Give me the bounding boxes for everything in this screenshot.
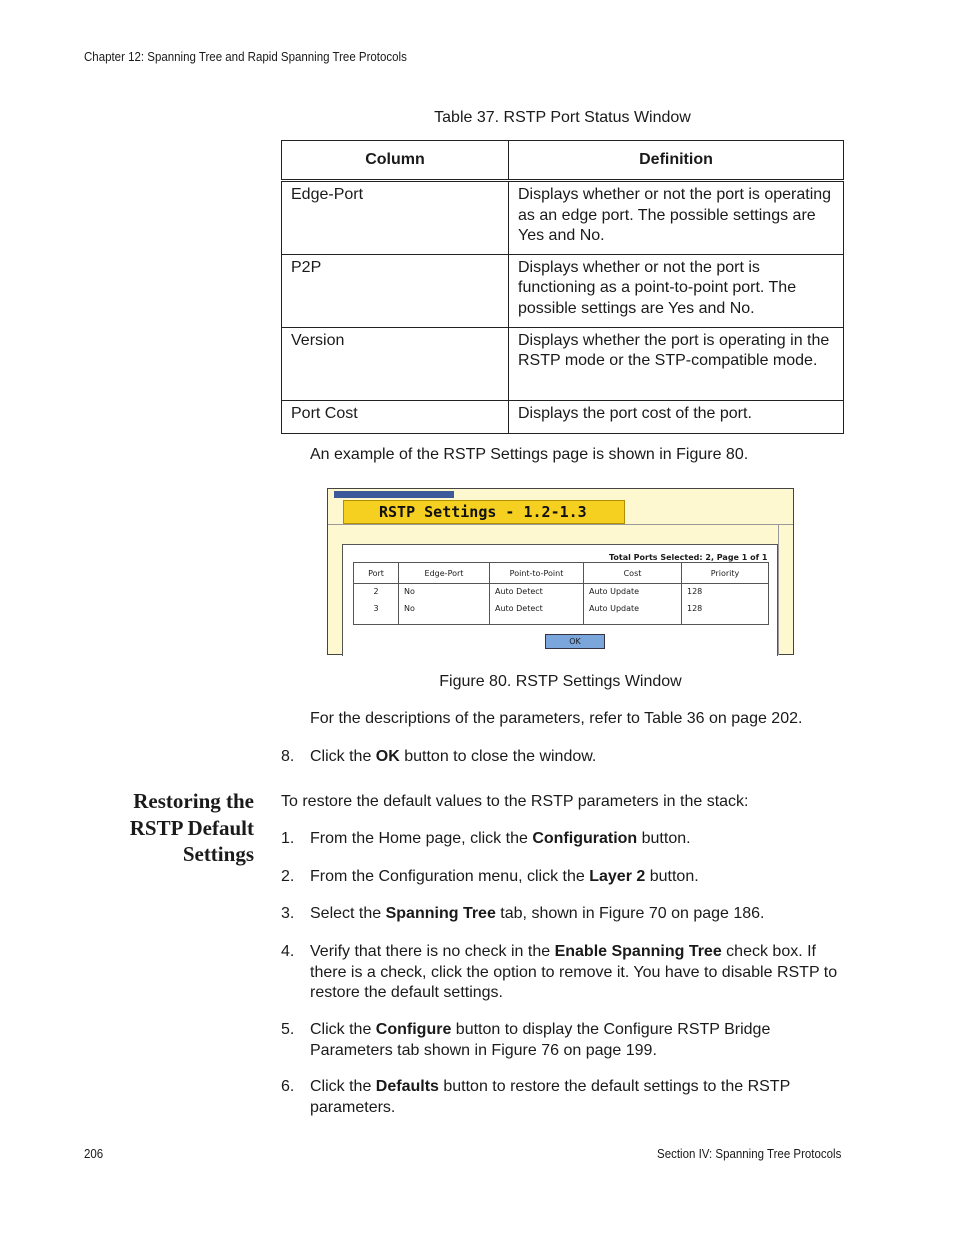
divider — [328, 524, 793, 525]
table-cell: Displays the port cost of the port. — [509, 400, 844, 433]
running-header: Chapter 12: Spanning Tree and Rapid Spanning Tree Protocols — [84, 50, 407, 64]
p2p-cell: Auto Detect — [490, 584, 584, 602]
step-bold: Layer 2 — [589, 868, 646, 885]
table-cell: P2P — [282, 254, 509, 327]
cost-header: Cost — [584, 563, 682, 584]
step-6 — [281, 1077, 851, 1118]
priority-header: Priority — [682, 563, 769, 584]
cost-cell: Auto Update — [584, 584, 682, 602]
step-number: 5. — [281, 1021, 295, 1038]
table-cell: Displays whether the port is operating in the RSTP mode or the STP-compatible mode. — [509, 327, 844, 400]
step-text: Click the — [310, 1021, 376, 1038]
step-number: 1. — [281, 830, 295, 847]
step-text: button. — [637, 830, 691, 847]
step-text: Verify that there is no check in the — [310, 943, 555, 960]
step-text: button to close the window. — [399, 748, 597, 765]
step-8 — [281, 747, 851, 768]
point-to-point-header: Point-to-Point — [490, 563, 584, 584]
ok-button[interactable]: OK — [545, 634, 605, 649]
figure-intro: An example of the RSTP Settings page is shown in Figure 80. — [310, 446, 749, 463]
p2p-cell: Auto Detect — [490, 601, 584, 625]
heading-line: Settings — [182, 842, 254, 866]
heading-line: Restoring the — [133, 789, 254, 813]
step-3 — [281, 904, 851, 925]
table-caption: Table 37. RSTP Port Status Window — [434, 109, 691, 126]
step-5 — [281, 1020, 851, 1061]
table-cell: Displays whether or not the port is functioning as a point-to-point port. The possible settings are Yes and No. — [509, 254, 844, 327]
step-bold: Spanning Tree — [385, 905, 496, 922]
rstp-settings-table — [353, 562, 769, 625]
step-number: 8. — [281, 748, 295, 765]
total-ports-label: Total Ports Selected: 2, Page 1 of 1 — [609, 553, 768, 562]
refer-text: For the descriptions of the parameters, refer to Table 36 on page 202. — [310, 710, 803, 727]
step-text: button to display the Configure RSTP Bridge Parameters tab shown in Figure 76 on page 199. — [310, 1021, 771, 1059]
settings-row[interactable] — [354, 601, 769, 625]
rstp-settings-title: RSTP Settings - 1.2-1.3 — [343, 500, 625, 524]
section-intro: To restore the default values to the RSTP parameters in the stack: — [281, 793, 749, 810]
table-cell: Port Cost — [282, 400, 509, 433]
table-row — [282, 254, 844, 327]
step-text: Select the — [310, 905, 386, 922]
step-text: Click the — [310, 1078, 376, 1095]
footer-section: Section IV: Spanning Tree Protocols — [656, 1147, 841, 1161]
step-number: 6. — [281, 1078, 295, 1095]
heading-line: RSTP Default — [129, 815, 254, 840]
rstp-port-status-table — [281, 140, 844, 434]
step-2 — [281, 867, 851, 888]
edge-port-cell: No — [399, 584, 490, 602]
table-row — [282, 400, 844, 433]
step-bold: Configure — [375, 1021, 452, 1038]
settings-header-row — [354, 563, 769, 584]
edge-port-cell: No — [399, 601, 490, 625]
port-cell: 3 — [354, 601, 399, 625]
step-text: Click the — [310, 748, 376, 765]
table-row — [282, 181, 844, 255]
settings-panel — [342, 544, 778, 656]
table-cell: Version — [282, 327, 509, 400]
settings-row[interactable] — [354, 584, 769, 602]
step-text: From the Configuration menu, click the — [310, 868, 590, 885]
section-heading — [54, 788, 254, 868]
port-header: Port — [354, 563, 399, 584]
window-top-bar — [334, 491, 454, 498]
step-4 — [281, 942, 851, 1004]
rstp-settings-figure — [327, 488, 794, 655]
step-number: 3. — [281, 905, 295, 922]
priority-cell: 128 — [682, 584, 769, 602]
definition-header: Definition — [509, 141, 844, 181]
step-text: button to restore the default settings to the RSTP parameters. — [310, 1078, 790, 1116]
ok-button-ref: OK — [375, 748, 400, 765]
step-text: From the Home page, click the — [310, 830, 533, 847]
table-header-row — [282, 141, 844, 181]
step-number: 4. — [281, 943, 295, 960]
step-text: tab, shown in Figure 70 on page 186. — [495, 905, 765, 922]
table-cell: Displays whether or not the port is operating as an edge port. The possible settings are Yes and No. — [509, 181, 844, 255]
table-row — [282, 327, 844, 400]
cost-cell: Auto Update — [584, 601, 682, 625]
edge-port-header: Edge-Port — [399, 563, 490, 584]
priority-cell: 128 — [682, 601, 769, 625]
step-1 — [281, 829, 851, 850]
step-text: check box. If there is a check, click the option to remove it. You have to disable RSTP to restore the default settings. — [310, 943, 838, 1001]
table-cell: Edge-Port — [282, 181, 509, 255]
port-cell: 2 — [354, 584, 399, 602]
step-bold: Enable Spanning Tree — [554, 943, 722, 960]
step-bold: Defaults — [375, 1078, 439, 1095]
column-header: Column — [282, 141, 509, 181]
step-number: 2. — [281, 868, 295, 885]
step-text: button. — [645, 868, 699, 885]
scrollbar-edge — [778, 525, 779, 655]
page-number: 206 — [84, 1147, 104, 1161]
figure-caption: Figure 80. RSTP Settings Window — [439, 673, 682, 690]
step-bold: Configuration — [532, 830, 638, 847]
